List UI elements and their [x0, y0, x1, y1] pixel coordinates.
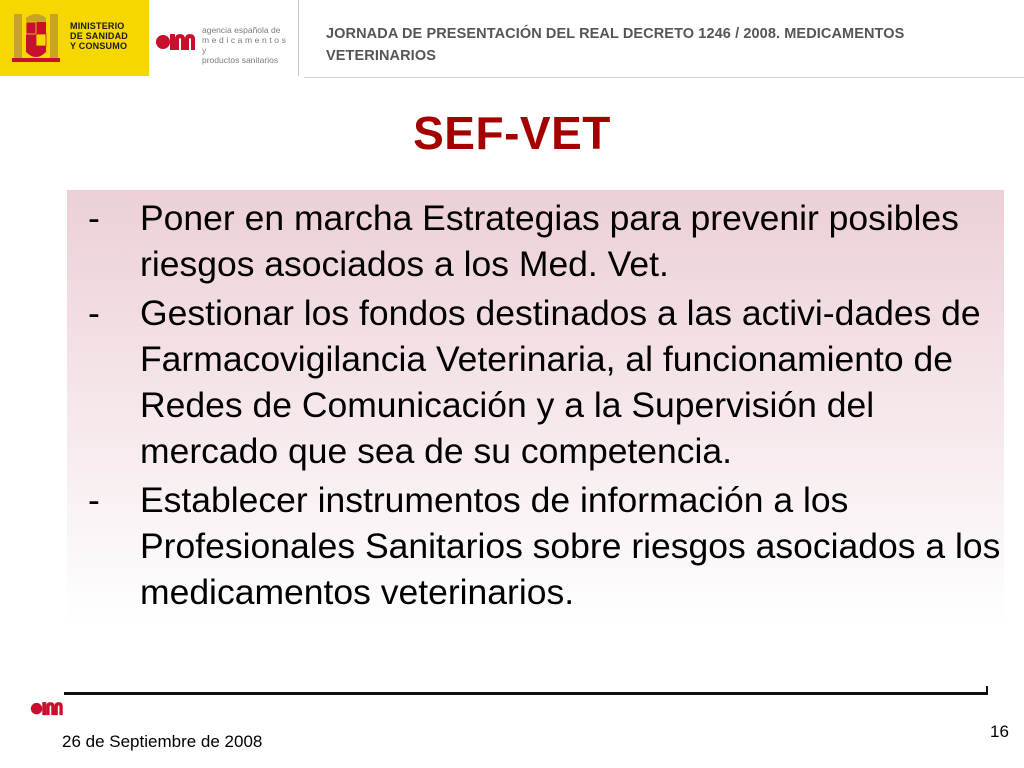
footer-divider-end	[986, 686, 988, 695]
bullet-item	[88, 195, 1008, 287]
ministerio-line: Y CONSUMO	[70, 41, 128, 51]
agency-line: agencia española de	[202, 25, 281, 35]
agency-text	[202, 25, 298, 65]
ministerio-logo	[0, 0, 149, 76]
agency-line: productos sanitarios	[202, 55, 279, 65]
bullet-item	[88, 290, 1008, 474]
header-divider	[304, 77, 1024, 78]
ministerio-text	[70, 21, 148, 51]
ministerio-line: DE SANIDAD	[70, 31, 129, 41]
agency-line: medicamentos y	[202, 35, 289, 55]
header-title: JORNADA DE PRESENTACIÓN DEL REAL DECRETO 1246 / 2008. MEDICAMENTOS VETERINARIOS	[326, 26, 905, 64]
coat-of-arms-icon	[8, 8, 64, 68]
bullet-dash: -	[88, 293, 100, 333]
slide-title: SEF-VET	[413, 107, 611, 159]
bullet-item	[88, 477, 1008, 615]
ministerio-line: MINISTERIO	[70, 21, 125, 31]
footer-divider	[64, 692, 988, 695]
bullet-text: Poner en marcha Estrategias para prevenir posibles riesgos asociados a los Med. Vet.	[140, 198, 959, 284]
bullet-dash: -	[88, 480, 100, 520]
agency-logo	[150, 0, 299, 76]
bullet-list	[88, 195, 1008, 618]
page-number: 16	[990, 722, 1009, 741]
bullet-text: Establecer instrumentos de información a los Profesionales Sanitarios sobre riesgos asociados a los medicamentos veterinarios.	[140, 480, 1001, 612]
bullet-dash: -	[88, 198, 100, 238]
bullet-text: Gestionar los fondos destinados a las activi-dades de Farmacovigilancia Veterinaria, al funcionamiento de Redes de Comunicación y a la Supervisión del mercado que sea de su competencia.	[140, 293, 981, 471]
agency-am-icon	[155, 28, 199, 52]
footer-am-icon	[30, 697, 66, 717]
footer-date: 26 de Septiembre de 2008	[62, 732, 263, 751]
